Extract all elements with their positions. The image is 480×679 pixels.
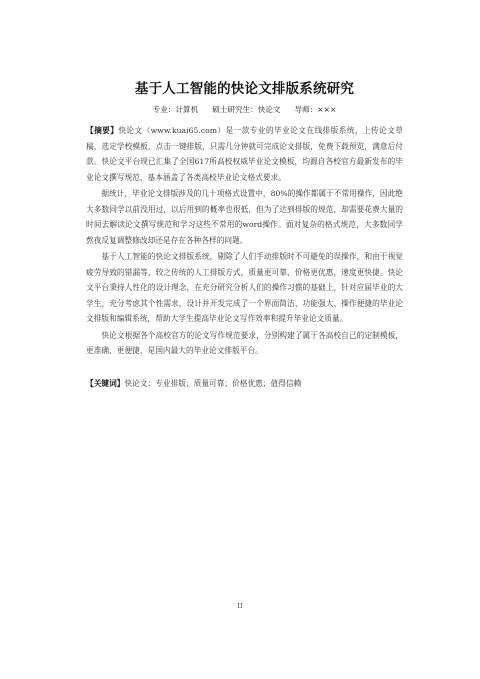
page-number: II xyxy=(237,602,243,610)
keywords-line xyxy=(86,377,403,391)
abstract-paragraph-4: 快论文根据各个高校官方的论文写作规范要求，分别构建了属于各高校自己的定制模板，更准确，更便捷，是国内最大的毕业论文排版平台。 xyxy=(86,330,403,355)
abstract-paragraph-3: 基于人工智能的快论文排版系统，剔除了人们手动排版时不可避免的误操作，和由于视觉疲劳导致的错漏等，较之传统的人工排版方式，质量更可靠，价格更优惠，速度更快捷。快论文平台秉持人性化的设计理念，在充分研究分析人们的操作习惯的基础上，针对应届毕业的大学生，充分考虑其个性需求，设计并开发完成了一个界面简洁、功能强大、操作便捷的毕业论文排版和编辑系统，帮助大学生提高毕业论文写作效率和提升毕业论文质量。 xyxy=(86,252,403,323)
major-label: 专业：计算机 xyxy=(152,105,199,114)
abstract-paragraph-2: 据统计，毕业论文排版涉及的几十项格式设置中，80%的操作都属于不常用操作，因此绝大多数同学以前没用过，以后用到的概率也很低，但为了达到排版的规范，却需要花费大量的时间去解读论文撰写规范和学习这些不常用的word操作。面对复杂的格式规范，大多数同学熬夜反复调整修改却还是存在各种各样的问题。 xyxy=(86,189,403,245)
document-title: 基于人工智能的快论文排版系统研究 xyxy=(134,81,355,97)
abstract-paragraph-1-text: 快论文（www.kuai65.com）是一款专业的毕业论文在线排版系统，上传论文草稿，选定学校模板，点击一键排版，只需几分钟就可完成论文排版，免费下载预览，满意后付款。快论文平台现已汇集了全国617所高校权威毕业论文模板，均源自各校官方最新发布的毕业论文撰写规范，基本涵盖了各类高校毕业论文格式要求。 xyxy=(86,126,403,182)
advisor-label: 导师：××× xyxy=(294,105,337,114)
keywords-text: 快论文；专业排版；质量可靠；价格优惠；值得信赖 xyxy=(124,378,302,388)
author-meta-line xyxy=(86,104,403,116)
abstract-paragraph-1 xyxy=(86,123,403,185)
keywords-label: 【关键词】 xyxy=(86,378,125,388)
abstract-section xyxy=(86,123,403,359)
degree-label: 硕士研究生：快论文 xyxy=(212,105,281,114)
abstract-label: 【摘要】 xyxy=(86,126,119,135)
